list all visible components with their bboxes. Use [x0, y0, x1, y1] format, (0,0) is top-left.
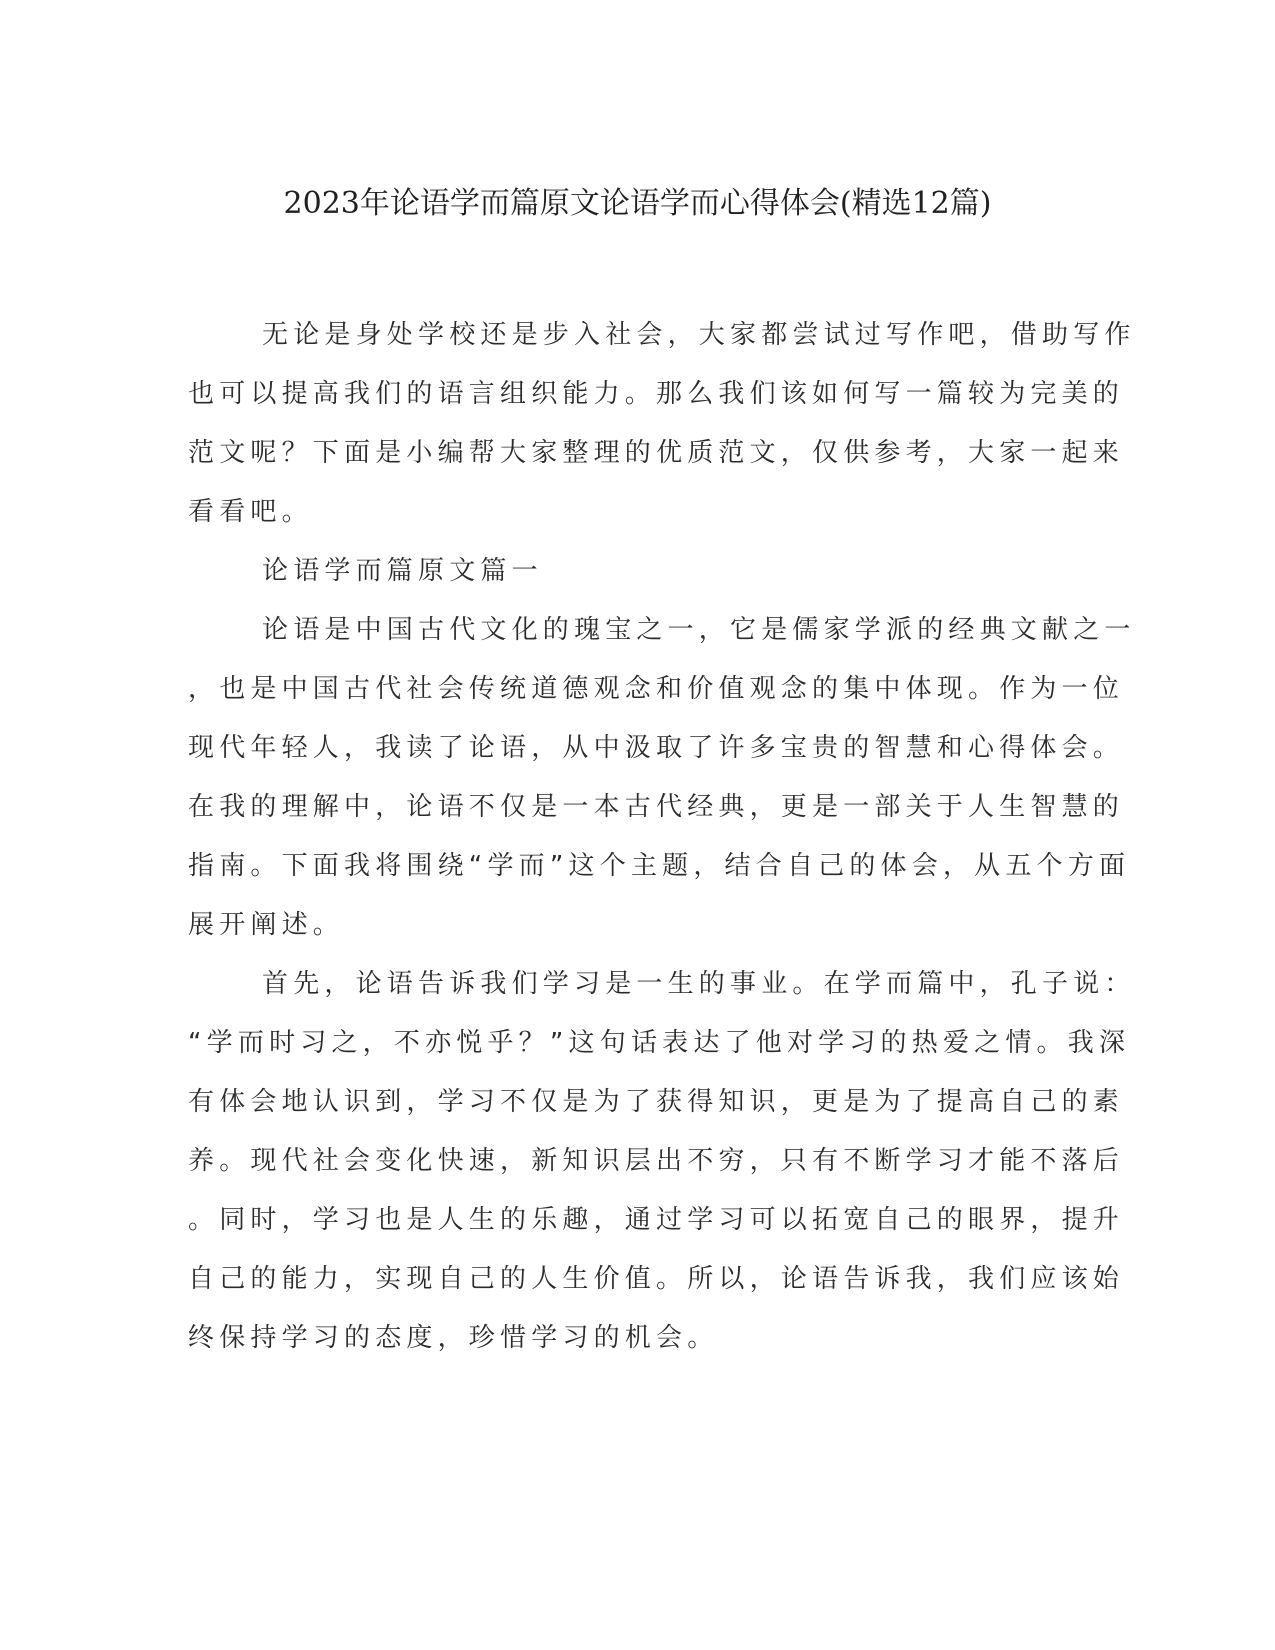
paragraph-1-line-2: ，也是中国古代社会传统道德观念和价值观念的集中体现。作为一位 — [188, 674, 1125, 704]
paragraph-1-line-1: 论语是中国古代文化的瑰宝之一，它是儒家学派的经典文献之一 — [262, 615, 1136, 645]
paragraph-1-line-6: 展开阐述。 — [188, 910, 345, 940]
paragraph-2-line-2: “学而时习之，不亦悦乎？”这句话表达了他对学习的热爱之情。我深 — [188, 1028, 1131, 1058]
paragraph-2-line-3: 有体会地认识到，学习不仅是为了获得知识，更是为了提高自己的素 — [188, 1087, 1125, 1117]
paragraph-2-line-6: 自己的能力，实现自己的人生价值。所以，论语告诉我，我们应该始 — [188, 1264, 1125, 1294]
document-title: 2023年论语学而篇原文论语学而心得体会(精选12篇) — [283, 186, 992, 221]
intro-line-3: 范文呢？下面是小编帮大家整理的优质范文，仅供参考，大家一起来 — [188, 438, 1125, 468]
paragraph-1-line-4: 在我的理解中，论语不仅是一本古代经典，更是一部关于人生智慧的 — [188, 792, 1125, 822]
intro-line-4: 看看吧。 — [188, 497, 313, 527]
intro-line-1: 无论是身处学校还是步入社会，大家都尝试过写作吧，借助写作 — [262, 320, 1136, 350]
paragraph-2-line-5: 。同时，学习也是人生的乐趣，通过学习可以拓宽自己的眼界，提升 — [188, 1205, 1125, 1235]
section-heading: 论语学而篇原文篇一 — [262, 556, 543, 586]
paragraph-1-line-3: 现代年轻人，我读了论语，从中汲取了许多宝贵的智慧和心得体会。 — [188, 733, 1125, 763]
paragraph-2-line-7: 终保持学习的态度，珍惜学习的机会。 — [188, 1323, 719, 1353]
intro-line-2: 也可以提高我们的语言组织能力。那么我们该如何写一篇较为完美的 — [188, 379, 1125, 409]
paragraph-2-line-4: 养。现代社会变化快速，新知识层出不穷，只有不断学习才能不落后 — [188, 1146, 1125, 1176]
paragraph-2-line-1: 首先，论语告诉我们学习是一生的事业。在学而篇中，孔子说： — [262, 969, 1136, 999]
paragraph-1-line-5: 指南。下面我将围绕“学而”这个主题，结合自己的体会，从五个方面 — [188, 851, 1131, 881]
